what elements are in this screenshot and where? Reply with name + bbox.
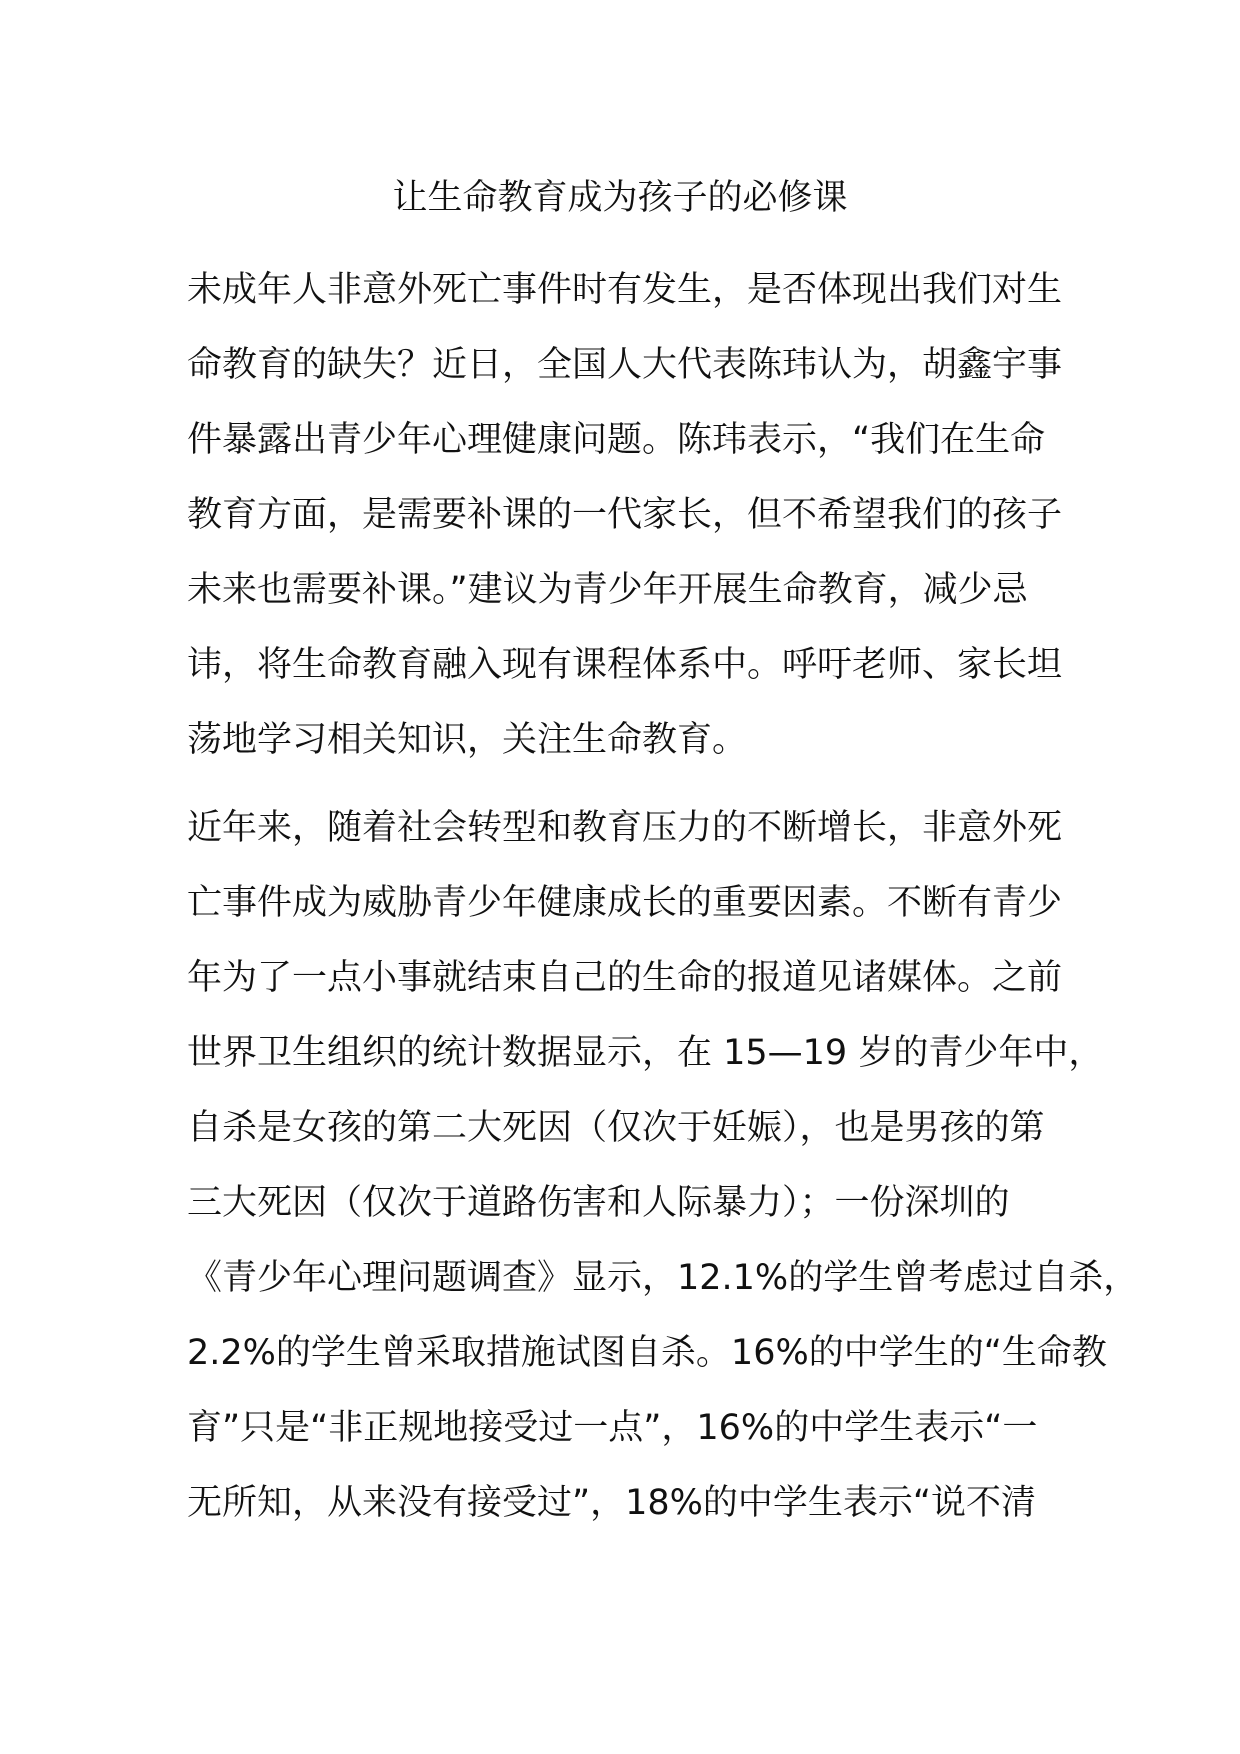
- text-line: 世界卫生组织的统计数据显示，在 15—19 岁的青少年中，: [187, 1033, 1104, 1073]
- paragraph-2: [187, 791, 1139, 1541]
- text-line: 育”只是“非正规地接受过一点”，16%的中学生表示“一: [187, 1408, 1038, 1448]
- text-line: 未成年人非意外死亡事件时有发生，是否体现出我们对生: [187, 270, 1063, 310]
- text-line: 近年来，随着社会转型和教育压力的不断增长，非意外死: [187, 808, 1063, 848]
- text-line: 亡事件成为威胁青少年健康成长的重要因素。不断有青少: [187, 883, 1063, 923]
- text-line: 件暴露出青少年心理健康问题。陈玮表示，“我们在生命: [187, 420, 1046, 460]
- text-line: 《青少年心理问题调查》显示，12.1%的学生曾考虑过自杀，: [187, 1258, 1139, 1298]
- text-line: 荡地学习相关知识，关注生命教育。: [187, 720, 748, 760]
- text-line: 讳，将生命教育融入现有课程体系中。呼吁老师、家长坦: [187, 645, 1063, 685]
- text-line: 未来也需要补课。”建议为青少年开展生命教育，减少忌: [187, 570, 1028, 610]
- text-line: 2.2%的学生曾采取措施试图自杀。16%的中学生的“生命教: [187, 1333, 1107, 1373]
- text-line: 年为了一点小事就结束自己的生命的报道见诸媒体。之前: [187, 958, 1063, 998]
- text-line: 无所知，从来没有接受过”，18%的中学生表示“说不清: [187, 1483, 1037, 1523]
- text-line: 教育方面，是需要补课的一代家长，但不希望我们的孩子: [187, 495, 1063, 535]
- text-line: 自杀是女孩的第二大死因（仅次于妊娠），也是男孩的第: [187, 1108, 1045, 1148]
- text-line: 命教育的缺失？近日，全国人大代表陈玮认为，胡鑫宇事: [187, 345, 1063, 385]
- document-title: 让生命教育成为孩子的必修课: [392, 178, 848, 218]
- text-line: 三大死因（仅次于道路伤害和人际暴力）；一份深圳的: [187, 1183, 1010, 1223]
- paragraph-1: [187, 253, 1077, 778]
